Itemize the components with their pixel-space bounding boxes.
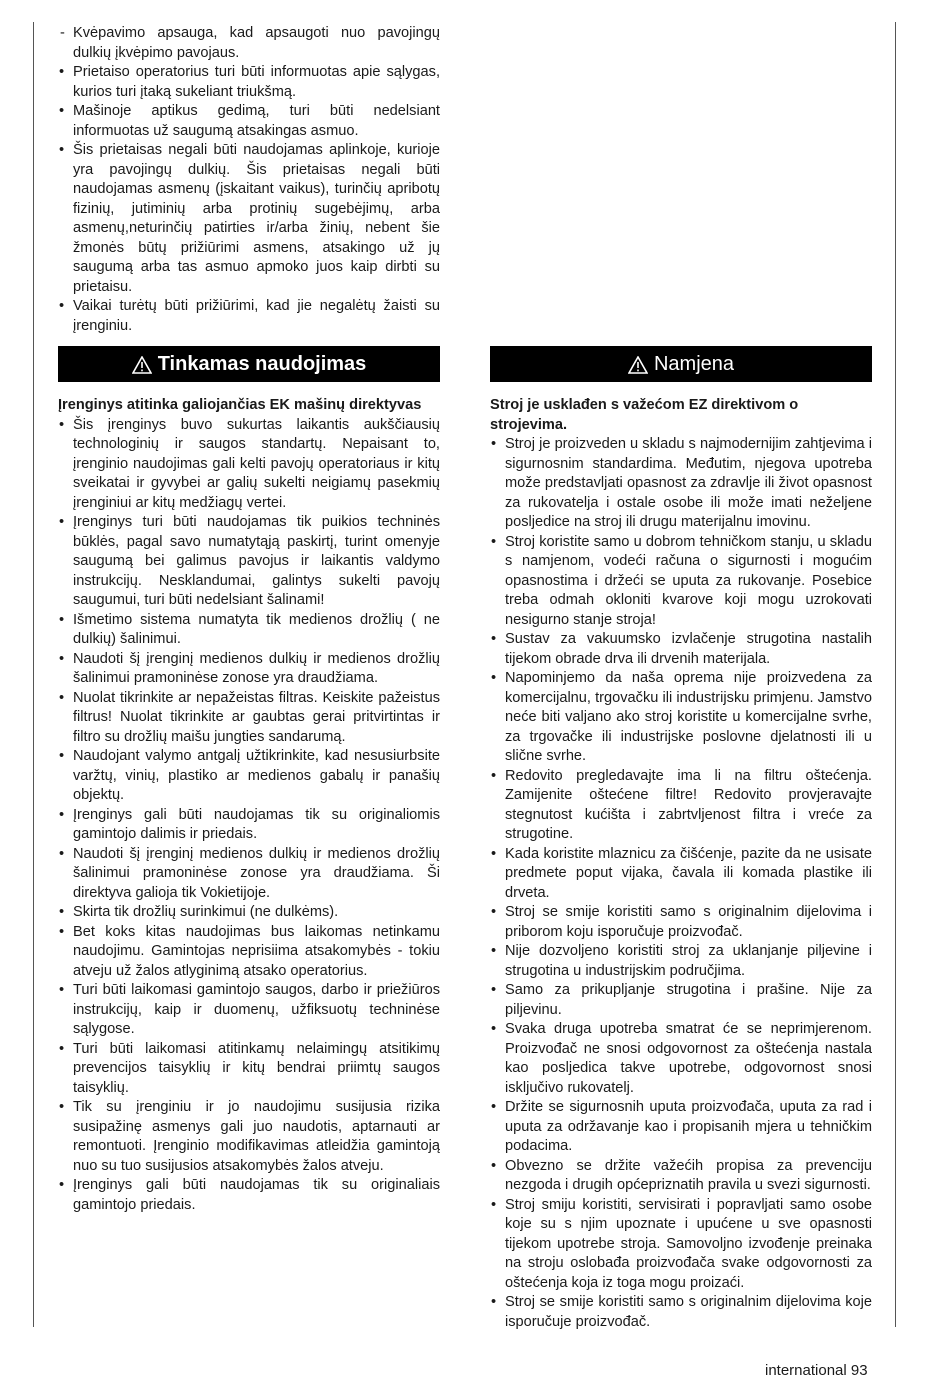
list-item: • Išmetimo sistema numatyta tik medienos drožlių ( ne dulkių) šalinimui. (58, 611, 440, 650)
section-banner-hr (490, 346, 872, 382)
list-item: • Nuolat tikrinkite ar nepažeistas filtras. Keiskite pažeistus filtrus! Nuolat tikrinkite ar gaubtas gerai pritvirtintas ir filtro su drožlių maišu jungties sandarumą. (58, 689, 440, 748)
list-item: • Napominjemo da naša oprema nije proizvedena za komercijalnu, trgovačku ili industrijsku primjenu. Jamstvo neće biti valjano ako stroj koristite u komercijalne svrhe, za trgovačke ili industrijske poslovne djelatnosti ili u slične svrhe. (490, 669, 872, 767)
list-item: • Stroj se smije koristiti samo s originalnim dijelovima koje isporučuje proizvođač. (490, 1293, 872, 1332)
section-body-hr (490, 396, 872, 1332)
list-item: • Stroj je proizveden u skladu s najmodernijim zahtjevima i sigurnosnim standardima. Međutim, njegova upotreba može predstavljati opasnost za zdravlje ili život opasnost za rukovatelja i ostale osobe ili može imati neželjene posljedice na stroj ili drugu materijalnu imovinu. (490, 435, 872, 533)
section-body-lt (58, 396, 440, 1215)
list-item: • Tik su įrenginiu ir jo naudojimu susijusia rizika susipažinę asmenys gali juo naudotis, aptarnauti ar remontuoti. Įrenginio modifikavimas atleidžia gamintoją nuo su tuo susijusios atsakomybės žalos atveju. (58, 1098, 440, 1176)
list-item: - Kvėpavimo apsauga, kad apsaugoti nuo pavojingų dulkių įkvėpimo pavojaus. (58, 24, 440, 63)
list-item: • Nije dozvoljeno koristiti stroj za uklanjanje piljevine i strugotina u industrijskim područjima. (490, 942, 872, 981)
list-item: • Šis įrenginys buvo sukurtas laikantis aukščiausių technologinių ir saugos standartų. Nepaisant to, įrenginio naudojimas gali kelti pavojų operatoriaus ir kitų sveikatai ir gyvybei ar galių sukelti neigiamų pasekmių įrenginiui ar kitų medžiagų vertei. (58, 416, 440, 514)
footer-label: international (765, 1362, 847, 1379)
list-item: • Šis prietaisas negali būti naudojamas aplinkoje, kurioje yra pavojingų dulkių. Šis prietaisas negali būti naudojamas asmenų (įskaitant vaikus), turinčių apribotų fizinių, jutiminių arba protinių sugebėjimų, arba asmenų,neturinčių patirties ir/arba žinių, nebent šie žmonės būtų prižiūrimi asmens, atsakingo už jų saugumą arba tas asmuo apmoko juos kaip dirbti su prietaisu. (58, 141, 440, 297)
list-item: • Naudoti šį įrenginį medienos dulkių ir medienos drožlių šalinimui pramoninėse zonose yra draudžiama. (58, 650, 440, 689)
warning-triangle-icon (628, 356, 648, 374)
list-item: • Turi būti laikomasi gamintojo saugos, darbo ir priežiūros instrukcijų, kaip ir duomenų, užfiksuotų techninėse sąlygose. (58, 981, 440, 1040)
list-item: • Sustav za vakuumsko izvlačenje strugotina nastalih tijekom obrade drva ili drvenih materijala. (490, 630, 872, 669)
section-list-lt (58, 416, 440, 1216)
top-list-lt (58, 24, 440, 336)
section-lead-hr: Stroj je usklađen s važećom EZ direktivom o strojevima. (490, 397, 799, 433)
page-footer (765, 1362, 868, 1379)
list-item: • Svaka druga upotreba smatrat će se neprimjerenom. Proizvođač ne snosi odgovornost za oštećenja nastala kao posljedica takve upotrebe, odgovornost snosi isključivo rukovatelj. (490, 1020, 872, 1098)
list-item: • Skirta tik drožlių surinkimui (ne dulkėms). (58, 903, 440, 923)
list-item: • Naudojant valymo antgalį užtikrinkite, kad nesusiurbsite varžtų, vinių, plastiko ar medienos gabalų ir panašių objektų. (58, 747, 440, 806)
list-item: • Stroj smiju koristiti, servisirati i popravljati samo osobe koje su s njim upoznate i upućene u sve opasnosti tijekom upotrebe stroja. Samovoljno izvođenje preinaka na stroju oslobađa proizvođača svake odgovornosti za oštećenja koja iz toga mogu proizaći. (490, 1196, 872, 1294)
list-item: • Naudoti šį įrenginį medienos dulkių ir medienos drožlių šalinimui pramoninėse zonose yra draudžiama. Ši direktyva galioja tik Vokietijoje. (58, 845, 440, 904)
list-item: • Prietaiso operatorius turi būti informuotas apie sąlygas, kurios turi įtaką sukeliant triukšmą. (58, 63, 440, 102)
list-item: • Įrenginys gali būti naudojamas tik su originaliais gamintojo priedais. (58, 1176, 440, 1215)
left-margin-rule (33, 22, 34, 1327)
section-banner-lt (58, 346, 440, 382)
warning-triangle-icon (132, 356, 152, 374)
page-number: 93 (850, 1362, 868, 1379)
list-item: • Samo za prikupljanje strugotina i prašine. Nije za piljevinu. (490, 981, 872, 1020)
list-item: • Turi būti laikomasi atitinkamų nelaimingų atsitikimų prevencijos taisyklių ir kitų bendrai priimtų saugos taisyklių. (58, 1040, 440, 1099)
list-item: • Bet koks kitas naudojimas bus laikomas netinkamu naudojimu. Gamintojas neprisiima atsakomybės - tokiu atveju už žalos atlyginimą atsako operatorius. (58, 923, 440, 982)
list-item: • Kada koristite mlaznicu za čišćenje, pazite da ne usisate predmete poput vijaka, čavala ili komada plastike ili drveta. (490, 845, 872, 904)
list-item: • Držite se sigurnosnih uputa proizvođača, uputa za rad i uputa za održavanje kao i propisanih mjera u tehničkim podacima. (490, 1098, 872, 1157)
section-title-hr: Namjena (653, 352, 735, 375)
list-item: • Įrenginys gali būti naudojamas tik su originaliomis gamintojo dalimis ir priedais. (58, 806, 440, 845)
section-title-lt: Tinkamas naudojimas (157, 352, 367, 375)
list-item: • Vaikai turėtų būti prižiūrimi, kad jie negalėtų žaisti su įrenginiu. (58, 297, 440, 336)
top-list-column-lt (58, 24, 440, 336)
list-item: • Stroj se smije koristiti samo s originalnim dijelovima i priborom koju isporučuje proizvođač. (490, 903, 872, 942)
list-item: • Redovito pregledavajte ima li na filtru oštećenja. Zamijenite oštećene filtre! Redovito provjeravajte stegnutost kućišta i zabrtvljenost filtra i vreće za strugotine. (490, 767, 872, 845)
list-item: • Obvezno se držite važećih propisa za prevenciju nezgoda i drugih općepriznatih pravila u svezi sigurnosti. (490, 1157, 872, 1196)
list-item: • Įrenginys turi būti naudojamas tik puikios techninės būklės, pagal savo numatytąją paskirtį, turint omenyje saugumą bei galimus pavojus ir laikantis valdymo instrukcijų. Nesklandumai, galintys sukelti pavojų saugumui, turi būti nedelsiant šalinami! (58, 513, 440, 611)
list-item: • Stroj koristite samo u dobrom tehničkom stanju, u skladu s namjenom, vodeći računa o sigurnosti i mogućim opasnostima i držeći se uputa za rukovanje. Posebice treba odmah okloniti kvarove koji mogu uzrokovati nesigurno stanje stroja! (490, 533, 872, 631)
section-list-hr (490, 435, 872, 1332)
list-item: • Mašinoje aptikus gedimą, turi būti nedelsiant informuotas už saugumą atsakingas asmuo. (58, 102, 440, 141)
right-margin-rule (895, 22, 896, 1327)
section-lead-lt: Įrenginys atitinka galiojančias EK mašinų direktyvas (58, 397, 422, 413)
